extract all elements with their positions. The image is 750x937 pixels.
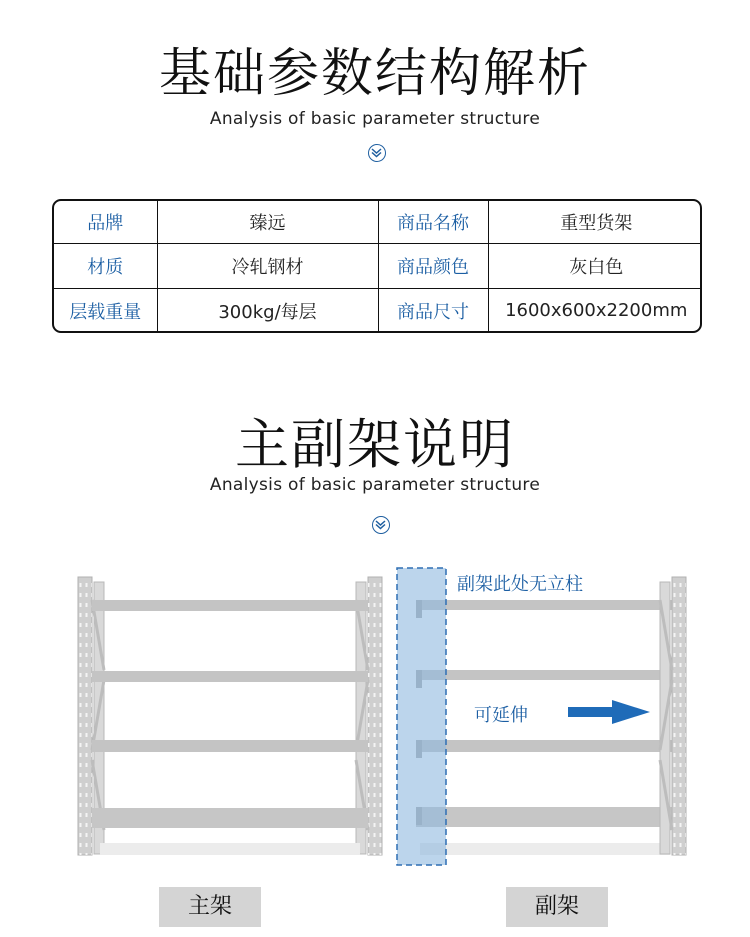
- chevron-down-icon: [372, 516, 390, 534]
- spec-value-material: 冷轧钢材: [157, 243, 378, 288]
- section2-title: 主副架说明: [235, 413, 515, 476]
- spec-value-color: 灰白色: [488, 243, 702, 288]
- spec-key-load: 层载重量: [54, 288, 157, 333]
- spec-key-material: 材质: [54, 243, 157, 288]
- main-frame-caption: 主架: [159, 887, 261, 927]
- spec-value-product-name: 重型货架: [488, 201, 702, 243]
- table-row: [54, 201, 702, 243]
- sub-frame-caption: 副架: [506, 887, 608, 927]
- chevron-down-icon: [368, 144, 386, 162]
- sub-frame-shelves: [416, 600, 672, 855]
- spec-key-brand: 品牌: [54, 201, 157, 243]
- arrow-right-icon: [568, 700, 650, 724]
- spec-value-size: 1600x600x2200mm: [488, 288, 702, 333]
- no-column-highlight: [397, 568, 446, 865]
- spec-value-load: 300kg/每层: [157, 288, 378, 333]
- note-extendable: 可延伸: [474, 705, 528, 726]
- table-row: [54, 288, 702, 333]
- section2-subtitle: Analysis of basic parameter structure: [209, 475, 541, 495]
- main-frame-shelves: [92, 600, 368, 855]
- spec-value-brand: 臻远: [157, 201, 378, 243]
- section1-subtitle: Analysis of basic parameter structure: [209, 109, 541, 129]
- spec-key-color: 商品颜色: [378, 243, 488, 288]
- table-row: [54, 243, 702, 288]
- shelf-diagram: [0, 560, 750, 880]
- spec-key-size: 商品尺寸: [378, 288, 488, 333]
- note-no-column: 副架此处无立柱: [457, 574, 583, 595]
- sub-frame-right-upright: [660, 577, 686, 855]
- spec-key-product-name: 商品名称: [378, 201, 488, 243]
- spec-table: [52, 199, 702, 333]
- section1-title: 基础参数结构解析: [158, 44, 591, 104]
